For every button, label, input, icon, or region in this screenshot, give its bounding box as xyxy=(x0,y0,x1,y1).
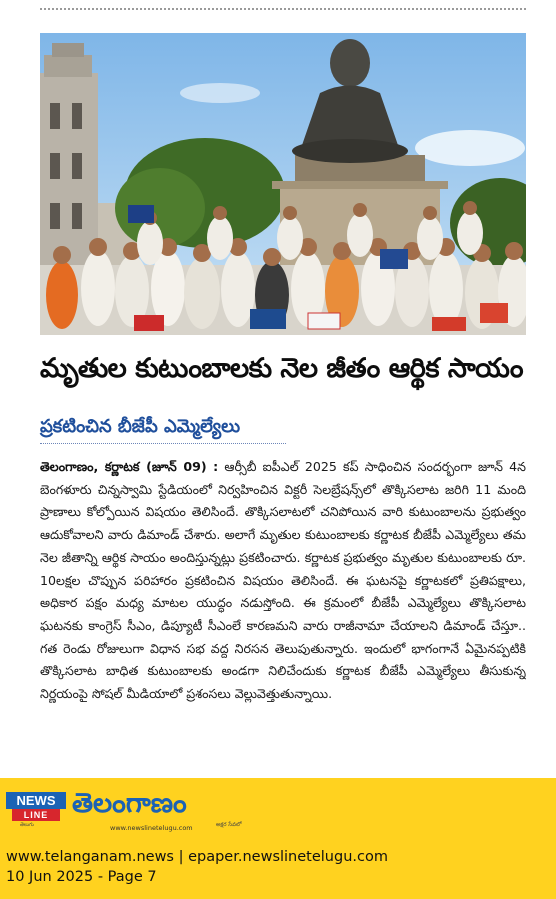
subheadline-underline xyxy=(40,443,286,444)
masthead-url: www.newslinetelugu.com xyxy=(110,824,193,832)
article-subheadline: ప్రకటించిన బీజేపీ ఎమ్మెల్యేలు xyxy=(40,416,241,437)
top-divider xyxy=(40,8,526,10)
masthead-tagline: అక్షర సేవలో xyxy=(216,822,242,828)
news-photo xyxy=(40,33,526,335)
logo-line-word: LINE xyxy=(12,809,60,821)
article-body xyxy=(40,456,526,774)
article-dateline: తెలంగాణం, కర్ణాటక (జూన్ 09) : xyxy=(40,459,219,474)
newsline-logo xyxy=(6,792,66,828)
protest-photo-illustration xyxy=(40,33,526,335)
footer-website-links[interactable]: www.telanganam.news | epaper.newslinetelugu.com xyxy=(6,849,388,865)
telanganam-masthead: తెలంగాణం xyxy=(72,788,187,819)
logo-tagline: తెలుగు xyxy=(20,822,34,828)
logo-news-word: NEWS xyxy=(6,792,66,809)
article-text: ఆర్సీబీ ఐపీఎల్ 2025 కప్ సాధించిన సందర్భంగా జూన్ 4న బెంగళూరు చిన్నస్వామి స్టేడియంలో నిర్వహించిన విక్టరీ సెలబ్రేషన్స్‌లో తొక్కిసలాట జరిగి 11 మంది ప్రాణాలు కోల్పోయిన విషయం తెలిసిందే. తొక్కిసలాటలో చనిపోయిన వారి కుటుంబాలను ప్రభుత్వం ఆదుకోవాలని వారు డిమాండ్ చేశారు. అలాగే మృతుల కుటుంబాలకు కర్ణాటక బీజేపీ ఎమ్మెల్యేలు తమ నెల జీతాన్ని ఆర్థిక సాయం అందిస్తున్నట్లు ప్రకటించారు. కర్ణాటక ప్రభుత్వం మృతుల కుటుంబాలకు రూ. 10లక్షల చొప్పున పరిహారం ప్రకటించిన విషయం తెలిసిందే. ఈ ఘటనపై కర్ణాటకలో ప్రతిపక్షాలు, అధికార పక్షం మధ్య మాటల యుద్ధం నడుస్తోంది. ఈ క్రమంలో బీజేపీ ఎమ్మెల్యేలు తొక్కిసలాట ఘటనకు కాంగ్రెస్ సీఎం, డిప్యూటీ సీఎంలే కారణమని వారు రాజీనామా చేయాలని డిమాండ్ చేస్తూ.. గత రెండు రోజులుగా విధాన సభ వద్ద నిరసన తెలుపుతున్నారు. ఇందులో భాగంగానే ఏమైనప్పటికి తొక్కిసలాట బాధిత కుటుంబాలకు అండగా నిలిచేందుకు కర్ణాటక బీజేపీ ఎమ్మెల్యేలు తీసుకున్న నిర్ణయంపై సోషల్ మీడియాలో ప్రశంసలు వెల్లువెత్తుతున్నాయి. xyxy=(40,459,526,702)
page-footer xyxy=(0,778,556,899)
footer-date-page: 10 Jun 2025 - Page 7 xyxy=(6,869,157,885)
article-headline: మృతుల కుటుంబాలకు నెల జీతం ఆర్థిక సాయం xyxy=(40,353,524,384)
